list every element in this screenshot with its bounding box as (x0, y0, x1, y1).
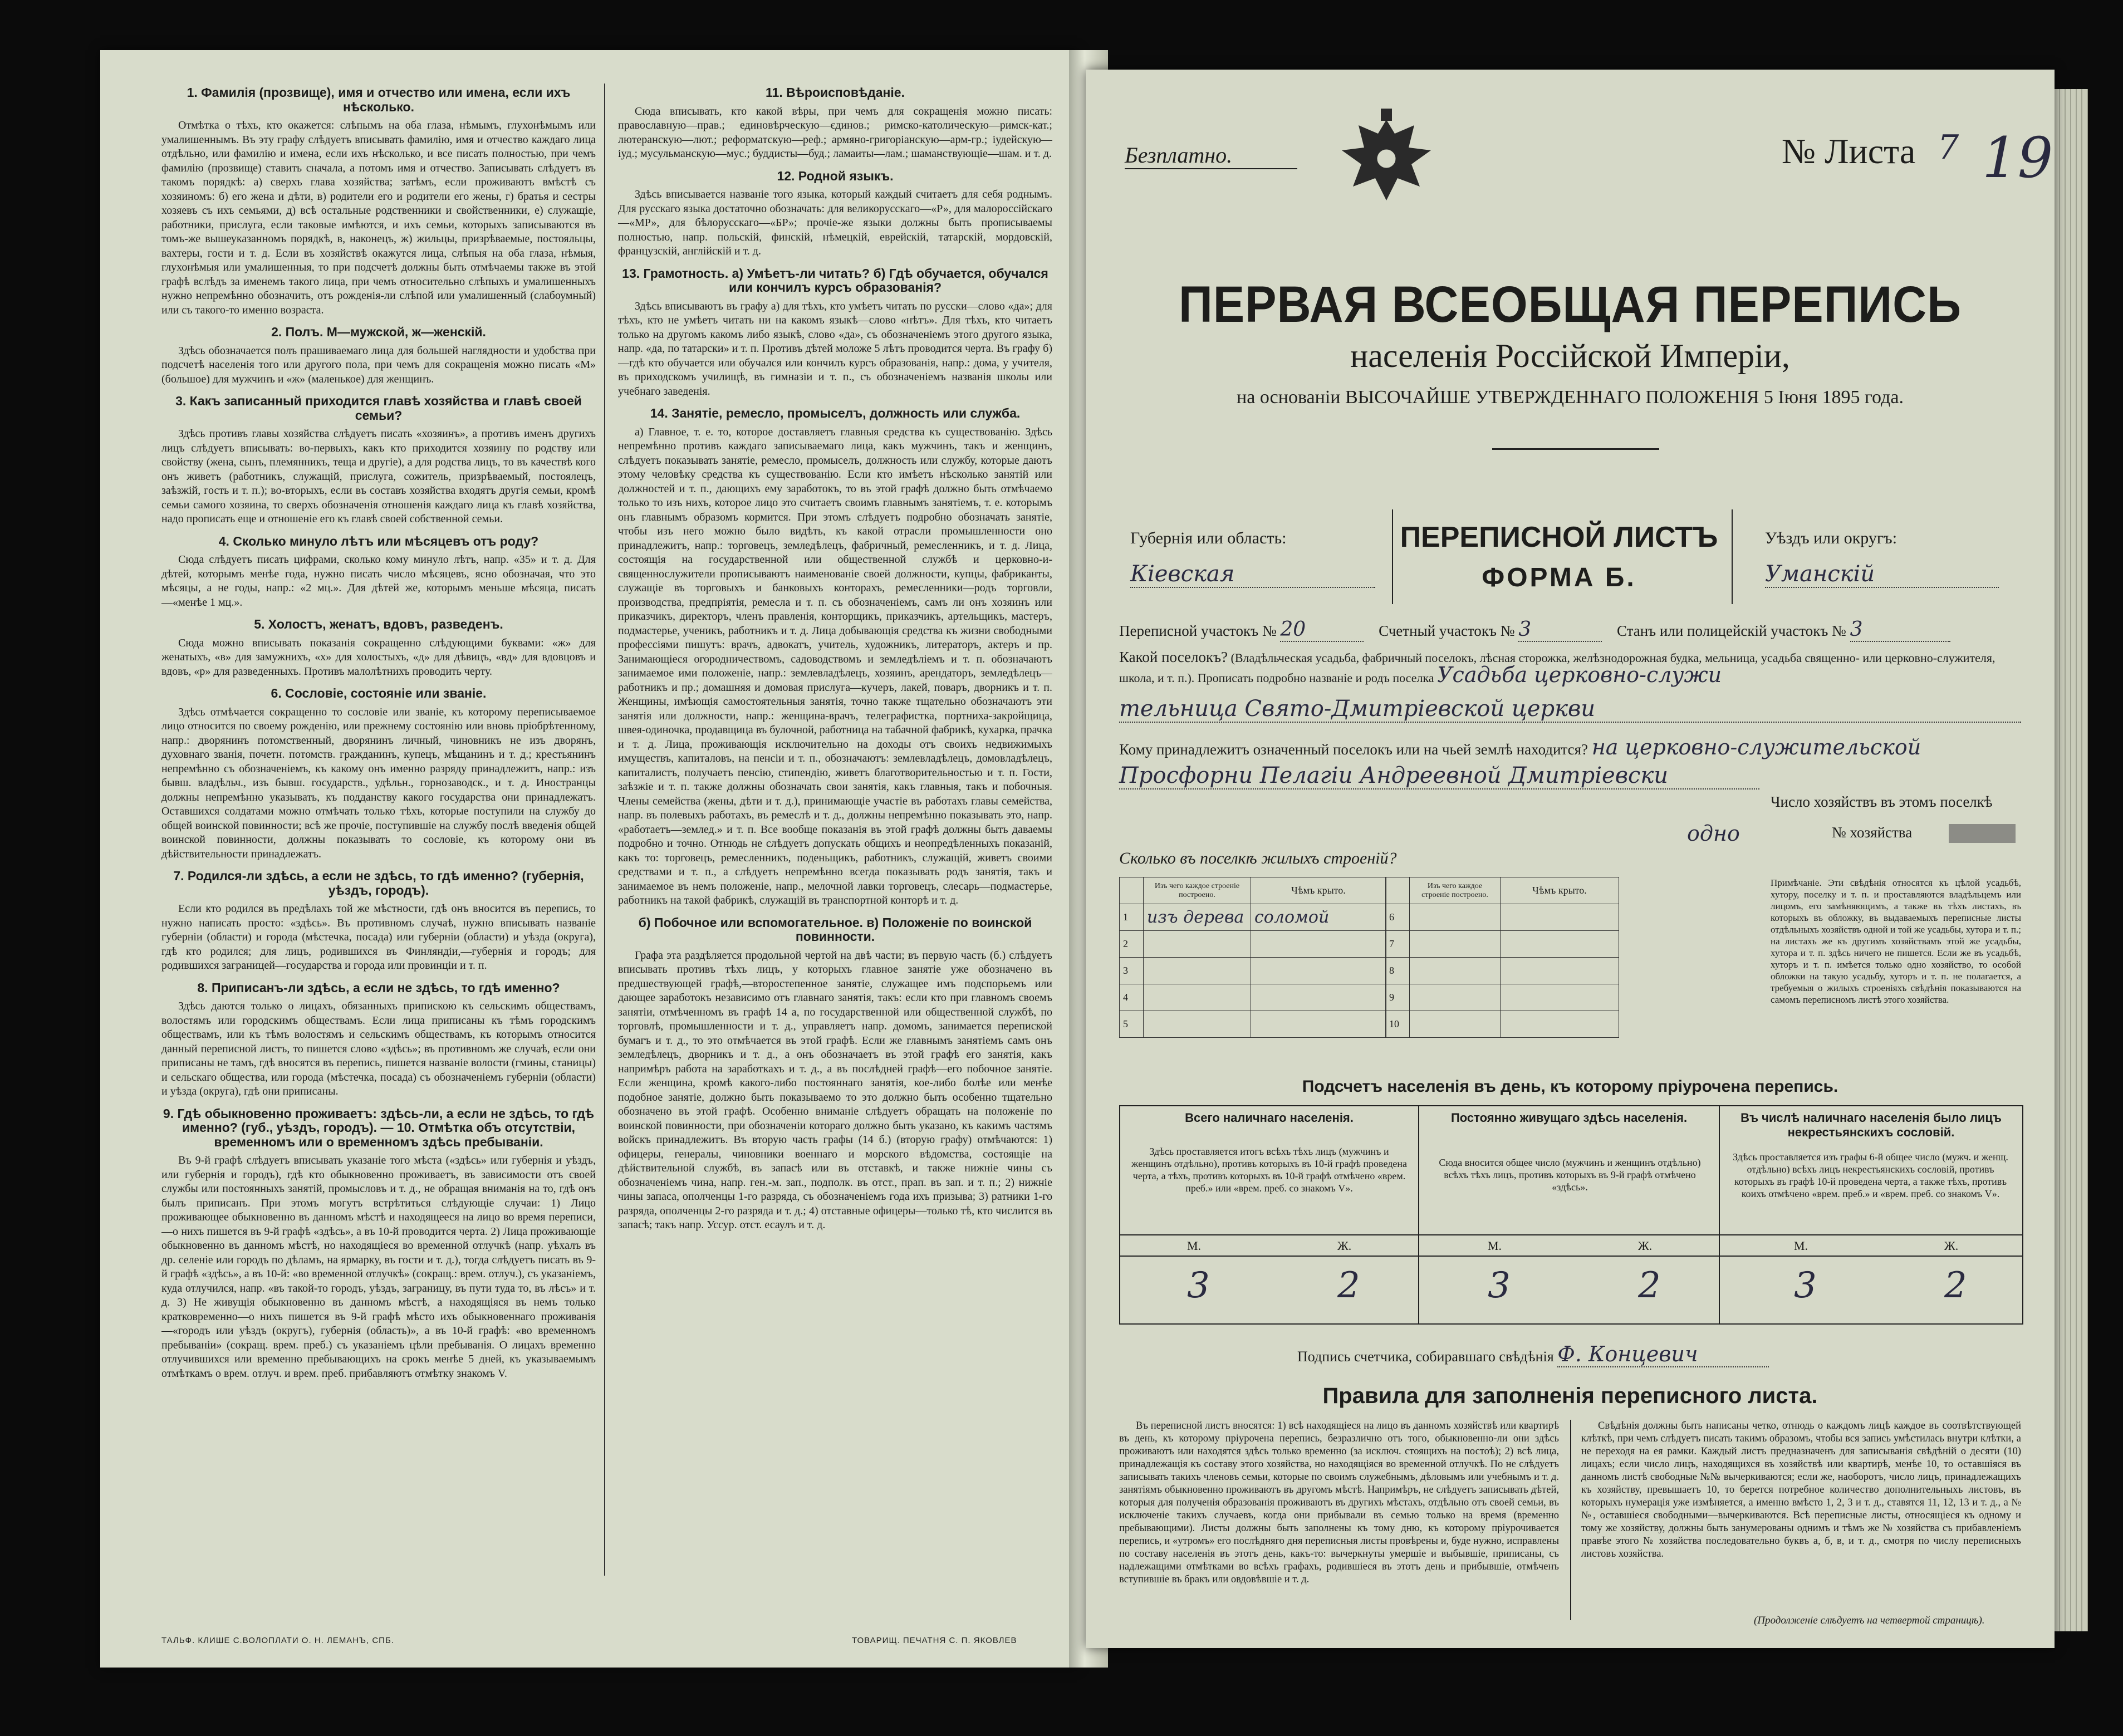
page-number-handwritten: 19 (1982, 125, 2053, 190)
instructions-column-right (618, 78, 1052, 1581)
note-text: Примѣчаніе. Эти свѣдѣнія относятся къ цѣлой усадьбѣ, хутору, поселку и т. п. и проставляются владѣльцемъ или лицомъ, его замѣняющимъ, а также въ тѣхъ листахъ, въ которыхъ въ обложку, въ выдаваемыхъ переписные листы отдѣльныхъ хозяйствъ одной и той же усадьбы, хутора и т. п.; на листахъ же къ другимъ хозяйствамъ этой же усадьбы, хутора и т. п. здѣсь ничего не пишется. Если же въ усадьбѣ, хуторъ и т. п. имѣется только одно хозяйство, то особой обложки на такую усадьбу, хуторъ и т. п. не полагается, а требуемыя о жилыхъ строеніяхъ свѣдѣнія показываются на самомъ переписномъ листѣ этого хозяйства. (1771, 877, 2021, 1005)
count-resident-male: 3 (1488, 1265, 1511, 1306)
household-no-redacted (1949, 824, 2016, 843)
count-col2-body: Сюда вносится общее число (мужчинъ и женщинъ отдѣльно) всѣхъ тѣхъ лицъ, противъ которыхъ въ 9-й графѣ отмѣчено «здѣсь». (1439, 1157, 1701, 1193)
section-heading: 2. Полъ. М—мужской, ж—женскій. (271, 325, 486, 339)
rule (1492, 448, 1659, 450)
col-built-head: Изъ чего каждое строеніе построено. (1144, 877, 1251, 904)
section-text: Здѣсь вписывается названіе того языка, который каждый считаетъ для себя роднымъ. Для русскаго языка достаточно обозначать: для великорусскаго—«Р», для малороссійскаго—«МР», для бѣлорусскаго—«БР»; прочіе-же языки должны быть прописываемы полностью, напр. польскій, финскій, нѣмецкій, еврейскій, татарскій, мордовскій, французскій, англійскій и т. д. (618, 188, 1052, 257)
section-text: Сюда слѣдуетъ писать цифрами, сколько кому минуло лѣтъ, напр. «35» и т. д. Для дѣтей, которымъ менѣе года, нужно писать число мѣсяцевъ, ясно обозначая, что это мѣсяцы, а не годы, напр.: «2 мц.». Для дѣтей же, которымъ меньше мѣсяца, писать—«менѣе 1 мц.». (161, 553, 596, 609)
row-number: 6 (1386, 904, 1410, 931)
guberniya-label: Губернія или область: (1130, 529, 1287, 547)
owner-value-2: Просфорни Пелагіи Андреевной Дмитріевски (1119, 763, 1759, 789)
continued-note: (Продолженіе слѣдуетъ на четвертой страницѣ). (1754, 1615, 1985, 1626)
form-header (1119, 518, 2021, 596)
f-label: Ж. (1337, 1239, 1352, 1253)
census-form-page (1086, 70, 2055, 1648)
row-number: 7 (1386, 931, 1410, 958)
built-value: изъ дерева (1144, 904, 1251, 931)
buildings-label: Сколько въ поселкѣ жилыхъ строеній? (1119, 849, 1397, 867)
poselok-label: Какой поселокъ? (1119, 649, 1228, 665)
section-text: Сюда можно вписывать показанія сокращенно слѣдующими буквами: «ж» для женатыхъ, «в» для замужнихъ, «х» для холостыхъ, «д» для дѣвицъ, «вд» для вдовцовъ и вдовъ, «р» для разведенныхъ. Противъ малолѣтнихъ проводить черту. (161, 636, 596, 678)
count-nonpeasant-female: 2 (1944, 1265, 1967, 1306)
uezd-label: Уѣздъ или округъ: (1765, 529, 1898, 547)
buildings-table (1119, 877, 1619, 1038)
signature-label: Подпись счетчика, собиравшаго свѣдѣнія (1297, 1348, 1554, 1365)
column-divider (604, 84, 605, 1576)
section-heading: 4. Сколько минуло лѣтъ или мѣсяцевъ отъ роду? (218, 533, 539, 548)
household-no-label: № хозяйства (1832, 824, 1913, 841)
section-text: Въ 9-й графѣ слѣдуетъ вписывать указаніе того мѣста («здѣсь» или губернія и уѣздъ, или губернія и городъ), гдѣ кто обыкновенно проживаетъ, въ зависимости отъ своей службы или постоянныхъ занятій, промысловъ и т. д., не обращая вниманія на то, гдѣ онъ былъ приписанъ. При этомъ могутъ встрѣтиться слѣдующіе случаи: 1) Лицо проживающее обыкновенно въ данномъ мѣстѣ и находящееся на лицо во время переписи,—о нихъ пишется въ 9-й графѣ «здѣсь», а въ 10-й проводится черта. 2) Лица проживающіе обыкновенно въ данномъ мѣстѣ, но находящіеся во временной отлучкѣ (напр. уѣхалъ въ др. селеніе или городъ по дѣламъ, на ярмарку, въ гости и т. д.), тогда слѣдуетъ писать въ 9-й графѣ «здѣсь», а въ 10-й: «во временной отлучкѣ» (сокращ.: врем. отлуч.), съ указаніемъ, куда отлучился, напр. «въ такой-то городъ, уѣздъ, заграницу, въ пути тудa то, въ лѣсъ» и т. д. 3) Не живущія обыкновенно въ данномъ мѣстѣ, а находящіяся въ немъ только кратковременно—о нихъ пишется въ 9-й графѣ мѣсто ихъ обыкновеннаго проживанія—«городъ или уѣздъ (округъ), губернія (область)», а въ 10-й графѣ: «во временномъ пребываніи» (сокращ. врем. преб.) съ указаніемъ цѣли пребыванія. О лицахъ временно отлучившихся или временно пребывающихъ на срокъ менѣе 5 дней, къ указываемымъ отмѣткамъ о врем. отлуч. и врем. преб. прибавляютъ отмѣтку знакомъ V. (161, 1154, 596, 1380)
page-stack-edge (2055, 89, 2088, 1631)
households-value: одно (1687, 821, 1740, 846)
poselok-value-2: тельница Свято-Дмитріевской церкви (1119, 696, 2021, 723)
stan-value: 3 (1850, 618, 1950, 642)
count-col3-head: Въ числѣ наличнаго населенія было лицъ некрестьянскихъ сословій. (1740, 1111, 2002, 1139)
m-label: М. (1794, 1239, 1808, 1253)
section-heading: 9. Гдѣ обыкновенно проживаетъ: здѣсь-ли, а если не здѣсь, то гдѣ именно? (губ., уѣздъ, городъ). — 10. Отмѣтка объ отсутствіи, временномъ или о временномъ здѣсь пребываніи. (163, 1106, 595, 1149)
rules-left: Въ переписной листъ вносятся: 1) всѣ находящіеся на лицо въ данномъ хозяйствѣ или квартирѣ въ день, къ которому пріурочена перепись, безразлично отъ того, обыкновенно-ли они здѣсь проживаютъ или находятся здѣсь только временно (за исключ. стоящихъ на постоѣ); 2) всѣ лица, принадлежащія къ составу этого хозяйства, но находящіяся во временной отлучкѣ. По не слѣдуетъ записывать такихъ членовъ семьи, которые по своимъ служебнымъ, дѣловымъ или учебнымъ и т. д. занятіямъ обыкновенно проживаютъ въ другомъ мѣстѣ. Напримѣръ, не слѣдуетъ записывать дѣтей, которыя для полученія образованія проживаютъ въ другихъ мѣстахъ, отдѣльно отъ своей семьи, въ исключеніе такихъ случаевъ, когда они прибывали въ семью только на время (временно пребывающими). Листы должны быть заполнены къ тому дню, къ которому пріурочивается перепись, и «утромъ» его послѣдняго дня переписныя листы провѣрены и, буде нужно, исправлены по составу населенія въ этотъ день, какъ-то: вычеркнуты умершіе и выбывшіе, приписаны, съ надлежащими отмѣтками во всѣхъ графахъ, родившіеся въ этотъ день и прибывшіе, отмѣченъ вступившіе въ бракъ или овдовѣвшіе и т. д. (1119, 1420, 1559, 1585)
f-label: Ж. (1944, 1239, 1959, 1253)
uchastok-value: 20 (1280, 618, 1364, 642)
section-text: Здѣсь отмѣчается сокращенно то сословіе или званіе, къ которому переписываемое лицо относится по своему рожденію, или прежнему состоянію или вновь пріобрѣтенному, напр.: дворянинъ потомственный, дворянинъ личный, чиновникъ не изъ дворянъ, духовнаго званія, почетн. потомств. гражданинъ, купецъ, мѣщанинъ и т. д.; крестьянинъ непремѣнно съ обозначеніемъ, къ какому онъ именно разряду принадлежитъ, напр.: изъ бывш. владѣльч., изъ бывш. государств., удѣльн., горнозаводск., и т. д. Иностранцы должны непремѣнно указывать, къ подданству какого государства они принадлежатъ. Оставшихся солдатами можно отмѣчать только тѣхъ, которые поступили на службу до общей воинской повинности; всѣ же прочіе, поступившіе на службу послѣ введенія общей воинской повинности, должны показывать то сословіе, къ которому они въ дѣйствительности принадлежатъ. (161, 705, 596, 860)
legal-basis: на основаніи ВЫСОЧАЙШЕ УТВЕРЖДЕННАГО ПОЛОЖЕНІЯ 5 Іюня 1895 года. (1237, 387, 1904, 408)
count-present-male: 3 (1187, 1265, 1210, 1306)
rules-title: Правила для заполненія переписного листа. (1322, 1384, 1818, 1408)
imperial-eagle-emblem (1331, 103, 1442, 214)
count-title: Подсчетъ населенія въ день, къ которому пріурочена перепись. (1302, 1077, 1838, 1096)
section-heading: 12. Родной языкъ. (777, 168, 894, 183)
section-heading: б) Побочное или вспомогательное. в) Положеніе по воинской повинности. (638, 915, 1032, 944)
subtitle: населенія Россійской Имперіи, (1350, 337, 1790, 374)
owner-value-1: на церковно-служительской (1591, 735, 1921, 759)
section-text: Если кто родился въ предѣлахъ той же мѣстности, гдѣ онъ вносится въ перепись, то нужно написать просто: «здѣсь». Въ противномъ случаѣ, нужно вписывать названіе губерніи (области) и города (мѣстечка, посада) или губерніи (области) и уѣзда (округа), гдѣ кто родился; для лицъ, родившихся въ Финляндіи,—губернія и городъ; для родившихся заграницей—государства и города или провинціи и т. п. (161, 903, 596, 972)
instructions-column-left (161, 78, 596, 1581)
count-present-female: 2 (1337, 1265, 1360, 1306)
section-text: Здѣсь даются только о лицахъ, обязанныхъ припискою къ сельскимъ обществамъ, волостямъ или городскимъ обществамъ. Если лица приписаны къ тѣмъ городскимъ обществамъ, или къ тѣмъ волостямъ и сельскимъ обществамъ, къ которымъ относится данный переписной листъ, то пишется слово «здѣсь»; въ противномъ же случаѣ, если они приписаны не тамъ, гдѣ вносятся въ перепись, пишется названіе волости (гмины, станицы) и сельскаго общества, или города (мѣстечка, посада) съ обозначеніемъ губерніи (области) и уѣзда (округа), гдѣ они приписаны. (161, 1000, 596, 1097)
col-built-head-2: Изъ чего каждое строеніе построено. (1410, 877, 1501, 904)
row-number: 5 (1120, 1011, 1144, 1038)
row-number: 3 (1120, 958, 1144, 984)
row-number: 10 (1386, 1011, 1410, 1038)
households-label: Число хозяйствъ въ этомъ поселкѣ (1771, 793, 1993, 810)
count-resident-female: 2 (1638, 1265, 1661, 1306)
section-heading: 14. Занятіе, ремесло, промыселъ, должность или служба. (650, 406, 1021, 420)
f-label: Ж. (1638, 1239, 1653, 1253)
count-nonpeasant-male: 3 (1794, 1265, 1817, 1306)
roof-value: соломой (1251, 904, 1386, 931)
owner-label: Кому принадлежитъ означенный поселокъ или на чьей землѣ находится? (1119, 741, 1588, 758)
section-heading: 3. Какъ записанный приходится главѣ хозяйства и главѣ своей семьи? (175, 394, 582, 423)
section-heading: 11. Вѣроисповѣданіе. (766, 85, 905, 100)
section-heading: 6. Сословіе, состояніе или званіе. (271, 686, 487, 700)
section-text: Здѣсь противъ главы хозяйства слѣдуетъ писать «хозяинъ», а противъ именъ другихъ лицъ слѣдуетъ вписывать: во-первыхъ, какъ кто приходится хозяину по родству или свойству (жена, сынъ, племянникъ, теща и другіе), а для родства лицъ, то въ качествѣ кого онъ живетъ (работникъ, служащій, прислуга, сожитель, призрѣваемый, постоялецъ, заѣзжій, гость и т. п.); во-вторыхъ, если въ составъ хозяйства входятъ другія семьи, кромѣ семьи самого хозяина, то сверхъ обозначенія отношенія каждаго лица къ главѣ хозяйства, надо прописать еще и отношеніе его къ главѣ своей собственной семьи. (161, 428, 596, 525)
form-subtitle: ФОРМА Б. (1482, 563, 1636, 592)
row-number: 9 (1386, 984, 1410, 1011)
poselok-value-1: Усадьба церковно-служи (1437, 663, 1722, 687)
section-heading: 1. Фамилія (прозвище), имя и отчество или имена, если ихъ нѣсколько. (187, 85, 571, 114)
count-col1-body: Здѣсь проставляется итогъ всѣхъ тѣхъ лицъ (мужчинъ и женщинъ отдѣльно), противъ которыхъ въ 10-й графѣ проведена черта, а тѣхъ, противъ которыхъ въ 10-й графѣ отмѣчено «врем. преб.» или «врем. преб. со знакомъ V». (1131, 1146, 1407, 1194)
row-number: 1 (1120, 904, 1144, 931)
form-title: ПЕРЕПИСНОЙ ЛИСТЪ (1400, 521, 1718, 553)
section-text: Отмѣтка о тѣхъ, кто окажется: слѣпымъ на оба глаза, нѣмымъ, глухонѣмымъ или умалишеннымъ. Въ эту графу слѣдуетъ вписывать фамилію, имя и отчество каждаго лица отдѣльно, или фамилію и имена, если ихъ нѣсколько, и все писать полностью, при чемъ фамилію (прозвище) ставить сначала, а потомъ имя и отчество. Записывать слѣдуетъ въ такомъ порядкѣ: а) сверхъ глава хозяйства; затѣмъ, если проживаютъ вмѣстѣ съ хозяиномъ: б) его жена и дѣти, в) родители его и родители его жены, г) братья и сестры хозяевъ съ ихъ семьями, д) всѣ остальные родственники и свойственники, е) служащіе, работники, прислуга, если таковые имѣются, и ихъ семьи, которыхъ записываются въ томъ-же вышеуказанномъ порядкѣ, в, наконецъ, ж) жильцы, призрѣваемые, постояльцы, вахтеры, гости и т. д. Если въ хозяйствѣ окажутся лица, слѣпыя на оба глаза, нѣмыя, глухонѣмыя или умалишенныя, то при подсчетѣ должны быть отмѣчаемы также въ этой графѣ вслѣдъ за именемъ такого лица, при чемъ относительно слѣпыхъ и умалишенныхъ нужно непремѣнно обозначить, отъ рожденія-ли слѣпой или умалишенный (слабоумный) или съ такого-то именно возраста. (161, 119, 596, 316)
main-title: ПЕРВАЯ ВСЕОБЩАЯ ПЕРЕПИСЬ (1179, 276, 1962, 333)
section-heading: 8. Приписанъ-ли здѣсь, а если не здѣсь, то гдѣ именно? (197, 980, 560, 995)
imprint-right: ТОВАРИЩ. ПЕЧАТНЯ С. П. ЯКОВЛЕВ (852, 1636, 1017, 1645)
free-label: Безплатно. (1125, 142, 1297, 169)
signature-value: Ф. Концевич (1557, 1342, 1769, 1367)
imprint-left: ТАЛЬФ. КЛИШЕ С.ВОЛОПЛАТИ О. Н. ЛЕМАНЪ, СПБ. (161, 1636, 394, 1645)
uezd-value: Уманскій (1765, 561, 1999, 588)
row-number: 4 (1120, 984, 1144, 1011)
sheet-number-label: № Листа (1782, 131, 1916, 171)
uchastok-label: Переписной участокъ № (1119, 622, 1277, 639)
left-page (100, 50, 1077, 1668)
section-text: а) Главное, т. е. то, которое доставляетъ главныя средства къ существованію. Здѣсь непремѣнно противъ каждаго записываемаго лица, какъ мужчинъ, такъ и женщинъ, слѣдуетъ показывать занятіе, ремесло, промыселъ, должность или службу, которые даютъ этому человѣку средства къ существованію. Если кто имѣетъ нѣсколько занятій или должностей и т. п., дающихъ ему заработокъ, то въ этой графѣ должно быть отмѣчаемо только то изъ нихъ, которое лицо это считаетъ своимъ главнымъ занятіемъ, т. е. которымъ онъ главнымъ образомъ кормится. При этомъ слѣдуетъ подробно обозначать занятіе, чтобы изъ него можно было видѣть, къ какой отрасли промышленности оно принадлежитъ, напр.: торговецъ, земледѣлецъ, фабричный, ремесленникъ, и т. д. Лица, состоящія на государственной или общественной службѣ и церковно-и-священнослужители прописываютъ наименованіе своей должности, купцы, фабриканты, служащіе въ торговыхъ и банковыхъ конторахъ, ремесленники—родъ торговли, производства, предпріятія, ремесла и т. п. съ обозначеніемъ, самъ ли онъ хозяинъ или приказчикъ, директоръ, членъ правленія, конторщикъ, приказчикъ, артельщикъ, мастеръ, подмастерье, ученикъ, работникъ и т. д. Лица добывающія средства къ жизни свободными профессіями пишутъ: врачъ, адвокатъ, учитель, художникъ, литераторъ, актеръ и пр. Занимающіеся огородничествомъ, садоводствомъ и земледѣліемъ и т. п. обозначаютъ занимаемое ими положеніе, напр.: землевладѣлецъ, хозяинъ, арендаторъ, земледѣлецъ—работникъ и пр.; домашняя и домовая прислуга—кучеръ, лакей, поваръ, дворникъ и т. п. Женщины, имѣющія самостоятельныя занятія, точно также тщательно обозначаютъ эти занятія или должности, напр.: женщина-врачъ, телеграфистка, портниха-закройщица, швея-одиночка, продавщица въ булочной, работница на табачной фабрикѣ, кухарка, прачка и т. д. Лица, проживающія исключительно на доходы отъ своихъ недвижимыхъ имуществъ, капиталовъ, на пенсіи и т. п., обозначаютъ: землевладѣлецъ, домовладѣлецъ, капиталистъ, получаетъ пенсію, стипендію, живетъ благотворительностью и т. п. Гости, заѣзжіе и т. п. также должны обозначать свои занятія, какъ главныя, такъ и побочныя. Члены семейства (жены, дѣти и т. д.), принимающіе участіе въ работахъ главы семейства, напр. въ полевыхъ работахъ, въ ремеслѣ и т. д., должны непремѣнно показывать это, напр. «работаетъ—землед.» и т. п. Все вообще показанія въ этой графѣ должны быть даваемы подробно и точно. Отнюдь не слѣдуетъ допускать общихъ и неопредѣленныхъ показаній, какъ то: торговецъ, ремесленникъ, поденьщикъ, работникъ, служащій, живетъ своими средствами и т. п., а слѣдуетъ непремѣнно всегда показывать родъ занятія, такъ и занимаемое въ немъ положеніе, напр., мелочной лавки торговецъ, слесарь—подмастерье, работникъ на такой фабрикѣ, служащій въ транспортной конторѣ и т. д. (618, 425, 1052, 906)
m-label: М. (1187, 1239, 1202, 1253)
section-text: Здѣсь вписываютъ въ графу а) для тѣхъ, кто умѣетъ читать по русски—слово «да»; для тѣхъ, кто не умѣетъ читать ни на какомъ языкѣ—слово «нѣтъ». Для тѣхъ, кто читаетъ только на другомъ какомъ либо языкѣ, слово «да», съ обозначеніемъ этого другого языка, напр. «да, по татарски» и т. п. Противъ дѣтей моложе 5 лѣтъ проводится черта. Въ графу б)—гдѣ кто обучается или обучался или кончилъ курсъ образованія, напр.: дома, у учителя, въ приходскомъ училищѣ, въ гимназіи и т. п., съ обозначеніемъ названія школы или учебнаго заведенія. (618, 300, 1052, 398)
rules-right: Свѣдѣнія должны быть написаны четко, отнюдь о каждомъ лицѣ каждое въ соотвѣтствующей клѣткѣ, при чемъ слѣдуетъ писать такимъ образомъ, чтобы вся запись умѣстилась внутри клѣтки, а не переходя на ея рамки. Каждый листъ предназначенъ для записыванія свѣдѣній о десяти (10) лицахъ; если число лицъ, находящихся въ хозяйствѣ или квартирѣ, менѣе 10, то оставшіяся въ данномъ листѣ свободные №№ вычеркиваются; если же, наоборотъ, число лицъ, принадлежащихъ къ хозяйству, превышаетъ 10, то берется потребное количество дополнительныхъ листовъ, въ которыхъ нумерація уже измѣняется, а именно вмѣсто 1, 2, 3 и т. д., ставятся 11, 12, 13 и т. д., а №№, оставшіеся свободными—вычеркиваются. Всѣ переписные листы, относящіеся къ одному и тому же хозяйству, должны быть занумерованы однимъ и тѣмъ же № хозяйства съ прибавленіемъ правѣе этого № хозяйства последовательно буквъ а, б, в, и т. д., смотря по числу переписныхъ листовъ хозяйства. (1581, 1420, 2021, 1560)
population-count-table (1119, 1105, 2023, 1325)
col-roof-head-2: Чѣмъ крыто. (1501, 877, 1619, 904)
row-number: 8 (1386, 958, 1410, 984)
section-text: Сюда вписывать, кто какой вѣры, при чемъ для сокращенія можно писать: православную—прав.; единовѣрческую—єдинов.; римско-католическую—римск-кат.; лютеранскую—лют.; реформатскую—реф.; армяно-григоріанскую—арм-гр.; іудейскую—іуд.; мусульманскую—мус.; буддисты—буд.; ламаиты—лам.; шаманствующіе—шам. и т. д. (618, 105, 1052, 160)
count-col2-head: Постоянно живущаго здѣсь населенія. (1450, 1111, 1688, 1125)
count-col1-head: Всего наличнаго населенія. (1185, 1111, 1354, 1125)
section-heading: 13. Грамотность. а) Умѣетъ-ли читать? б) Гдѣ обучается, обучался или кончилъ курсъ образованія? (622, 266, 1048, 295)
poselok-note: (Владѣльческая усадьба, фабричный поселокъ, лѣсная сторожка, желѣзнодорожная будка, мельница, усадьба священно- или церковно-служителя, школа, и т. п.). Прописать подробно названіе и родъ поселка (1119, 651, 1995, 685)
row-number: 2 (1120, 931, 1144, 958)
col-roof-head: Чѣмъ крыто. (1251, 877, 1386, 904)
guberniya-value: Кіевская (1130, 561, 1375, 588)
schetny-value: 3 (1518, 618, 1602, 642)
section-heading: 5. Холостъ, женатъ, вдовъ, разведенъ. (254, 617, 503, 631)
section-text: Здѣсь обозначается полъ прашиваемаго лица для большей наглядности и удобства при подсчетѣ населенія того или другого пола, при чемъ для сокращенія можно писать «М» (большое) для мужчинъ и «ж» (маленькое) для женщинъ. (161, 344, 596, 385)
sheet-number-value: 7 (1938, 128, 1959, 167)
section-text: Графа эта раздѣляется продольной чертой на двѣ части; въ первую часть (б.) слѣдуетъ вписывать противъ тѣхъ лицъ, у которыхъ главное занятіе уже обозначено въ предшествующей графѣ,—второстепенное занятіе, служащее имъ подспорьемъ или дающее заработокъ независимо отъ главнаго занятія, такъ: если кто при главномъ своемъ занятіи, отмѣченномъ въ графѣ 14 а, по государственной или общественной службѣ, по торговлѣ, промышленности и т. д., управляетъ напр. домомъ, занимается перепиской бумагъ и т. д., то это отмѣчается въ этой графѣ. Если же главнымъ занятіемъ самъ онъ земледѣлецъ, дворникъ и т. д., а онъ обозначаетъ въ этой графѣ его занятія, какъ напримѣръ работа на заработкахъ и т. д., а въ послѣдней графѣ—его побочное занятіе. Если женщина, кромѣ какого-либо постояннаго занятія, кое-либо болѣе или менѣе подобное занятіе, должно быть показываемо то это должно быть особенно тщательно обозначено въ этой графѣ. Особенно вниманіе слѣдуетъ обращать на положеніе по воинской повинности, при обозначеніи котораго должно быть указано, къ какимъ частямъ войскъ принадлежитъ. Въ вторую часть графы (14 б.) (вторую графу) отмѣчаются: 1) офицеры, генералы, чиновники военнаго и морского вѣдомства, состоящіе на дѣйствительной службѣ, въ запасѣ или въ отставкѣ, и также нижніе чины съ обозначеніемъ чина, напр. ген.-м. зап., подполк. въ отст., прап. въ зап. и т. п.; 2) нижніе чины запаса, ополченцы 1-го разряда, съ обозначеніемъ года ихъ призыва; 3) ратники 1-го разряда, ополченцы 2-го разряда и т. д.; 4) отставные офицеры—только тѣ, кто числится въ запасѣ; такъ напр. Уссур. отст. есаулъ и т. д. (618, 949, 1052, 1231)
section-heading: 7. Родился-ли здѣсь, а если не здѣсь, то гдѣ именно? (губернія, уѣздъ, городъ). (173, 869, 584, 898)
m-label: М. (1488, 1239, 1502, 1253)
count-col3-body: Здѣсь проставляется изъ графы 6-й общее число (мужч. и женщ. отдѣльно) всѣхъ лицъ некрестьянскихъ сословій, противъ которыхъ въ графѣ 10-й проведена черта, а также тѣхъ, противъ коихъ отмѣчено «врем. преб.» и «врем. преб. со знакомъ V». (1733, 1151, 2008, 1199)
stan-label: Станъ или полицейскій участокъ № (1616, 622, 1846, 639)
schetny-label: Счетный участокъ № (1379, 622, 1515, 639)
